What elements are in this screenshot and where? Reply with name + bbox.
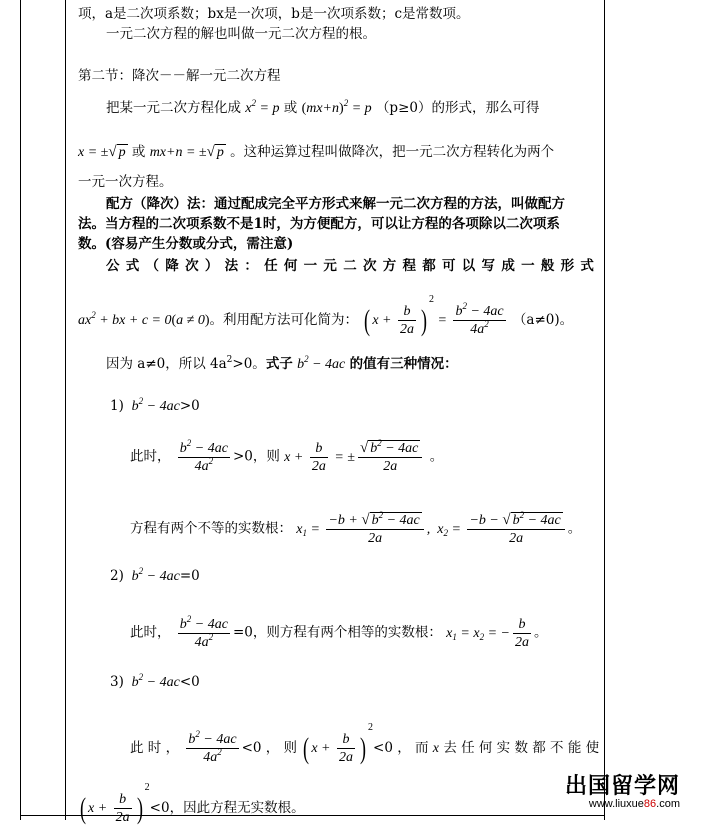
peifang-line-1: 配方（降次）法：通过配成完全平方形式来解一元二次方程的方法，叫做配方 bbox=[106, 196, 565, 212]
text: .com bbox=[656, 798, 680, 810]
formula: $b^2 - 4ac$ bbox=[128, 396, 180, 414]
gongshi-char: 写 bbox=[481, 258, 496, 274]
formula: ( x + $\frac{b}{2a}$ )$^2$ bbox=[303, 722, 374, 766]
text: 。这种运算过程叫做降次，把一元二次方程转化为两个 bbox=[230, 144, 555, 160]
text: 2) bbox=[110, 568, 124, 584]
case-3-heading bbox=[110, 672, 200, 693]
text: 或 bbox=[131, 144, 146, 160]
text: 。 bbox=[533, 624, 548, 641]
intro-line-1: 项，a是二次项系数；bx是一次项，b是一次项系数；c是常数项。 bbox=[78, 6, 470, 22]
gongshi-char: 以 bbox=[461, 258, 476, 274]
gongshi-char: 方 bbox=[382, 258, 397, 274]
text: 式子 bbox=[265, 356, 293, 372]
formula: $\frac{b^2 - 4ac}{4a^2}$ bbox=[179, 614, 228, 650]
formula: ( x + $\frac{b}{2a}$ )$^2$ = $\frac{b^2 - 4ac}{4a^2}$ bbox=[364, 294, 504, 338]
text: 此时， bbox=[130, 624, 171, 641]
text: 的值有三种情况： bbox=[349, 356, 458, 372]
watermark-title: 出国留学网 bbox=[564, 774, 680, 799]
formula: x + $\frac{b}{2a}$ = ± $\frac{√ b^2 - 4ac}{2a}$ bbox=[284, 450, 425, 465]
intro-line-2: 一元二次方程的解也叫做一元二次方程的根。 bbox=[106, 26, 376, 42]
gongshi-char: 降 bbox=[165, 258, 179, 274]
table-border-inner bbox=[65, 0, 66, 820]
case-2-heading bbox=[110, 566, 200, 587]
text: 。 bbox=[429, 448, 444, 465]
gongshi-char: 何 bbox=[283, 258, 298, 274]
formula: $\frac{b^2 - 4ac}{4a^2}$ bbox=[179, 438, 228, 474]
text: 此 时 ， bbox=[130, 740, 180, 756]
text: =0 bbox=[179, 568, 200, 584]
case-1-detail bbox=[130, 440, 443, 475]
case-1-heading bbox=[110, 396, 200, 417]
text: 2 bbox=[226, 355, 233, 365]
section-para-line-1 bbox=[78, 98, 539, 119]
formula: $b^2 - 4ac$ bbox=[128, 566, 180, 584]
text: 把某一元二次方程化成 bbox=[106, 100, 241, 116]
text: >0，则 bbox=[232, 448, 280, 465]
formula: $(mx+n)^2 = p$ bbox=[301, 98, 372, 116]
case-3-detail bbox=[130, 718, 599, 766]
text: 方程有两个不等的实数根： bbox=[130, 520, 292, 537]
formula: $x_1$ = $\frac{-b + √ b^2 - 4ac}{2a}$ , $x_2$ = $\frac{-b - √ b^2 - 4ac}{2a}$ bbox=[296, 522, 567, 537]
formula: ( x + $\frac{b}{2a}$ )$^2$ bbox=[80, 782, 150, 826]
text: 3) bbox=[110, 674, 124, 690]
formula: $b^2 - 4ac$ bbox=[128, 672, 180, 690]
table-border-left bbox=[20, 0, 21, 820]
gongshi-char: 一 bbox=[303, 258, 318, 274]
text: >0 bbox=[179, 398, 200, 414]
formula: $b^2 - 4ac$ bbox=[297, 354, 346, 372]
peifang-line-3: 数。(容易产生分数或分式，需注意) bbox=[78, 236, 294, 252]
text: 或 bbox=[283, 100, 298, 116]
case-2-detail bbox=[130, 616, 547, 651]
text: （p≥0）的形式，那么可得 bbox=[375, 100, 540, 116]
text: 此时， bbox=[130, 448, 171, 465]
text: <0 ， 则 bbox=[241, 740, 298, 756]
gongshi-char: 式 bbox=[580, 258, 594, 274]
gongshi-char: （ bbox=[145, 258, 160, 274]
text: 1) bbox=[110, 398, 124, 414]
section-title: 第二节：降次－－解一元二次方程 bbox=[78, 68, 281, 84]
formula: $x^2 = p$ bbox=[245, 98, 280, 116]
peifang-line-2: 法。当方程的二次项系数不是1时，为方便配方，可以让方程的各项除以二次项系 bbox=[78, 216, 560, 232]
text: <0 bbox=[179, 674, 200, 690]
gongshi-char: 公 bbox=[106, 258, 120, 274]
gongshi-char: 可 bbox=[442, 258, 456, 274]
formula: $\frac{b^2 - 4ac}{4a^2}$ bbox=[188, 729, 237, 766]
gongshi-char: 法 bbox=[224, 258, 239, 274]
gongshi-char: 程 bbox=[402, 258, 416, 274]
gongshi-char: 成 bbox=[501, 258, 515, 274]
gongshi-line-1 bbox=[106, 256, 594, 276]
text: www.liuxue bbox=[588, 798, 644, 810]
formula: $ax^2$ + bx + c = 0(a ≠ 0) bbox=[78, 310, 210, 328]
gongshi-char: 般 bbox=[540, 258, 555, 274]
gongshi-char: 任 bbox=[264, 258, 278, 274]
gongshi-char: 都 bbox=[422, 258, 436, 274]
table-border-right bbox=[604, 0, 605, 820]
text: >0。 bbox=[232, 356, 266, 372]
gongshi-char: 次 bbox=[362, 258, 377, 274]
text: <0，因此方程无实数根。 bbox=[149, 800, 305, 816]
gongshi-char: 元 bbox=[323, 258, 337, 274]
text: =0，则方程有两个相等的实数根： bbox=[232, 624, 442, 641]
text: 86 bbox=[643, 798, 657, 810]
gongshi-char: 二 bbox=[343, 258, 357, 274]
formula: mx+n = ±√ p bbox=[149, 144, 224, 160]
watermark bbox=[565, 769, 680, 810]
gongshi-char: ： bbox=[244, 258, 258, 274]
gongshi-heading bbox=[106, 256, 594, 276]
case-1-roots bbox=[130, 512, 581, 547]
gongshi-char: 式 bbox=[125, 258, 140, 274]
gongshi-char: 一 bbox=[521, 258, 535, 274]
section-para-line-3: 一元一次方程。 bbox=[78, 174, 173, 190]
formula: x bbox=[432, 741, 440, 756]
gongshi-char: 形 bbox=[560, 258, 575, 274]
gongshi-line-2 bbox=[78, 290, 573, 338]
text: 因为 a≠0，所以 4a bbox=[106, 356, 227, 372]
text: 去 任 何 实 数 都 不 能 使 bbox=[443, 740, 600, 756]
gongshi-char: ） bbox=[204, 258, 219, 274]
text: <0 ， 而 bbox=[373, 740, 429, 756]
case-3-conclusion bbox=[78, 778, 305, 826]
section-para-line-2 bbox=[78, 142, 554, 163]
text: 。利用配方法可化简为： bbox=[209, 312, 359, 328]
text: 。 bbox=[567, 520, 582, 537]
gongshi-char: 次 bbox=[185, 258, 199, 274]
cases-intro bbox=[78, 354, 458, 375]
text: （a≠0)。 bbox=[512, 312, 574, 328]
formula: $x_1 = x_2$ = − $\frac{b}{2a}$ bbox=[446, 617, 529, 650]
formula: x = ±√ p bbox=[78, 144, 126, 160]
